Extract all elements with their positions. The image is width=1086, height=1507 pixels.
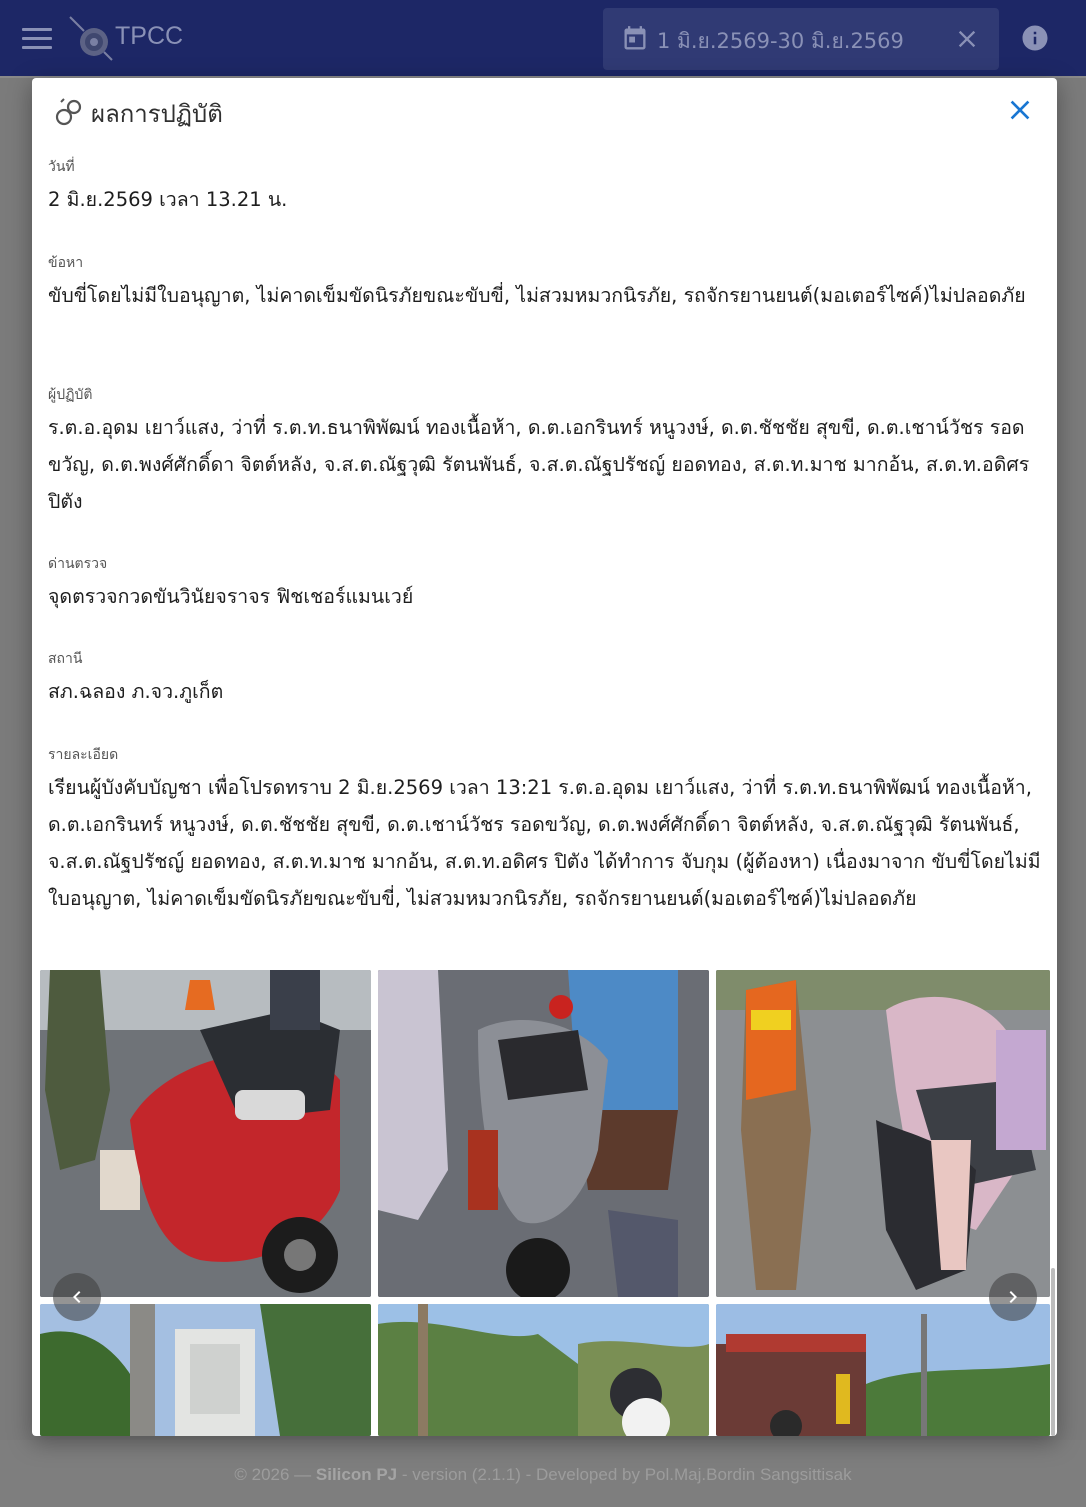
field-officers bbox=[48, 386, 1043, 520]
handcuffs-icon bbox=[54, 96, 84, 126]
close-icon[interactable] bbox=[1004, 94, 1036, 126]
field-checkpoint-label: ด่านตรวจ bbox=[48, 556, 108, 572]
gallery-next-button[interactable] bbox=[989, 1273, 1037, 1321]
menu-icon[interactable] bbox=[20, 22, 54, 54]
field-details bbox=[48, 746, 1043, 917]
field-charge-label: ข้อหา bbox=[48, 255, 84, 271]
footer-prefix: © 2026 — bbox=[234, 1465, 316, 1484]
field-station bbox=[48, 650, 1043, 710]
footer bbox=[0, 1440, 1086, 1507]
app-bar bbox=[0, 0, 1086, 76]
info-icon[interactable] bbox=[1020, 23, 1050, 53]
field-officers-label: ผู้ปฏิบัติ bbox=[48, 387, 93, 403]
result-dialog bbox=[32, 78, 1057, 1436]
calendar-icon bbox=[621, 25, 649, 53]
field-details-value: เรียนผู้บังคับบัญชา เพื่อโปรดทราบ 2 มิ.ย.2569 เวลา 13:21 ร.ต.อ.อุดม เยาว์แสง, ว่าที่ ร.ต.ท.ธนาพิพัฒน์ ทองเนื้อห้า, ด.ต.เอกรินทร์ หนูวงษ์, ด.ต.ชัชชัย สุขขี, ด.ต.เชาน์วัชร รอดขวัญ, ด.ต.พงศ์ศักดิ์ดา จิตต์หลัง, จ.ส.ต.ณัฐวุฒิ รัตนพันธ์, จ.ส.ต.ณัฐปรัชญ์ ยอดทอง, ส.ต.ท.มาช มากอ้น, ส.ต.ท.อดิศร ปิตัง ได้ทำการ จับกุม (ผู้ต้องหา) เนื่องมาจาก ขับขี่โดยไม่มีใบอนุญาต, ไม่คาดเข็มขัดนิรภัยขณะขับขี่, ไม่สวมหมวกนิรภัย, รถจักรยานยนต์(มอเตอร์ไซค์)ไม่ปลอดภัย bbox=[48, 776, 1041, 910]
brand-title[interactable]: TPCC bbox=[115, 22, 184, 50]
footer-text bbox=[0, 1465, 1086, 1485]
field-station-value: สภ.ฉลอง ภ.จว.ภูเก็ต bbox=[48, 680, 224, 703]
photo-red-scooter[interactable] bbox=[40, 970, 371, 1297]
photo-trees-rider[interactable] bbox=[378, 1304, 709, 1436]
chevron-left-icon bbox=[65, 1285, 89, 1309]
field-date-label: วันที่ bbox=[48, 159, 75, 175]
footer-suffix: - version (2.1.1) - Developed by Pol.Maj.Bordin Sangsittisak bbox=[397, 1465, 852, 1484]
dialog-title: ผลการปฏิบัติ bbox=[91, 100, 223, 128]
field-charge bbox=[48, 254, 1043, 314]
footer-owner: Silicon PJ bbox=[315, 1465, 398, 1484]
field-checkpoint-value: จุดตรวจกวดขันวินัยจราจร ฟิชเชอร์แมนเวย์ bbox=[48, 585, 414, 608]
field-officers-value: ร.ต.อ.อุดม เยาว์แสง, ว่าที่ ร.ต.ท.ธนาพิพัฒน์ ทองเนื้อห้า, ด.ต.เอกรินทร์ หนูวงษ์, ด.ต.ชัชชัย สุขขี, ด.ต.เชาน์วัชร รอดขวัญ, ด.ต.พงศ์ศักดิ์ดา จิตต์หลัง, จ.ส.ต.ณัฐวุฒิ รัตนพันธ์, จ.ส.ต.ณัฐปรัชญ์ ยอดทอง, ส.ต.ท.มาช มากอ้น, ส.ต.ท.อดิศร ปิตัง bbox=[48, 416, 1030, 513]
field-details-label: รายละเอียด bbox=[48, 747, 119, 763]
photo-gallery bbox=[40, 970, 1050, 1436]
chevron-right-icon bbox=[1001, 1285, 1025, 1309]
tpcc-logo bbox=[66, 14, 116, 64]
photo-gray-scooter[interactable] bbox=[378, 970, 709, 1297]
date-range-text: 1 มิ.ย.2569-30 มิ.ย.2569 bbox=[657, 29, 904, 53]
field-station-label: สถานี bbox=[48, 651, 83, 667]
field-date bbox=[48, 158, 1043, 218]
photo-police-checkpoint[interactable] bbox=[716, 970, 1050, 1297]
date-range-field[interactable] bbox=[603, 8, 999, 70]
photo-roadside-shop[interactable] bbox=[716, 1304, 1050, 1436]
field-charge-value: ขับขี่โดยไม่มีใบอนุญาต, ไม่คาดเข็มขัดนิรภัยขณะขับขี่, ไม่สวมหมวกนิรภัย, รถจักรยานยนต์(มอเตอร์ไซค์)ไม่ปลอดภัย bbox=[48, 284, 1026, 307]
dialog-scrollbar[interactable] bbox=[1051, 1268, 1055, 1436]
photo-roadside-cabinet[interactable] bbox=[40, 1304, 371, 1436]
gallery-prev-button[interactable] bbox=[53, 1273, 101, 1321]
field-checkpoint bbox=[48, 555, 1043, 615]
field-date-value: 2 มิ.ย.2569 เวลา 13.21 น. bbox=[48, 188, 288, 211]
clear-date-icon[interactable] bbox=[953, 25, 981, 53]
